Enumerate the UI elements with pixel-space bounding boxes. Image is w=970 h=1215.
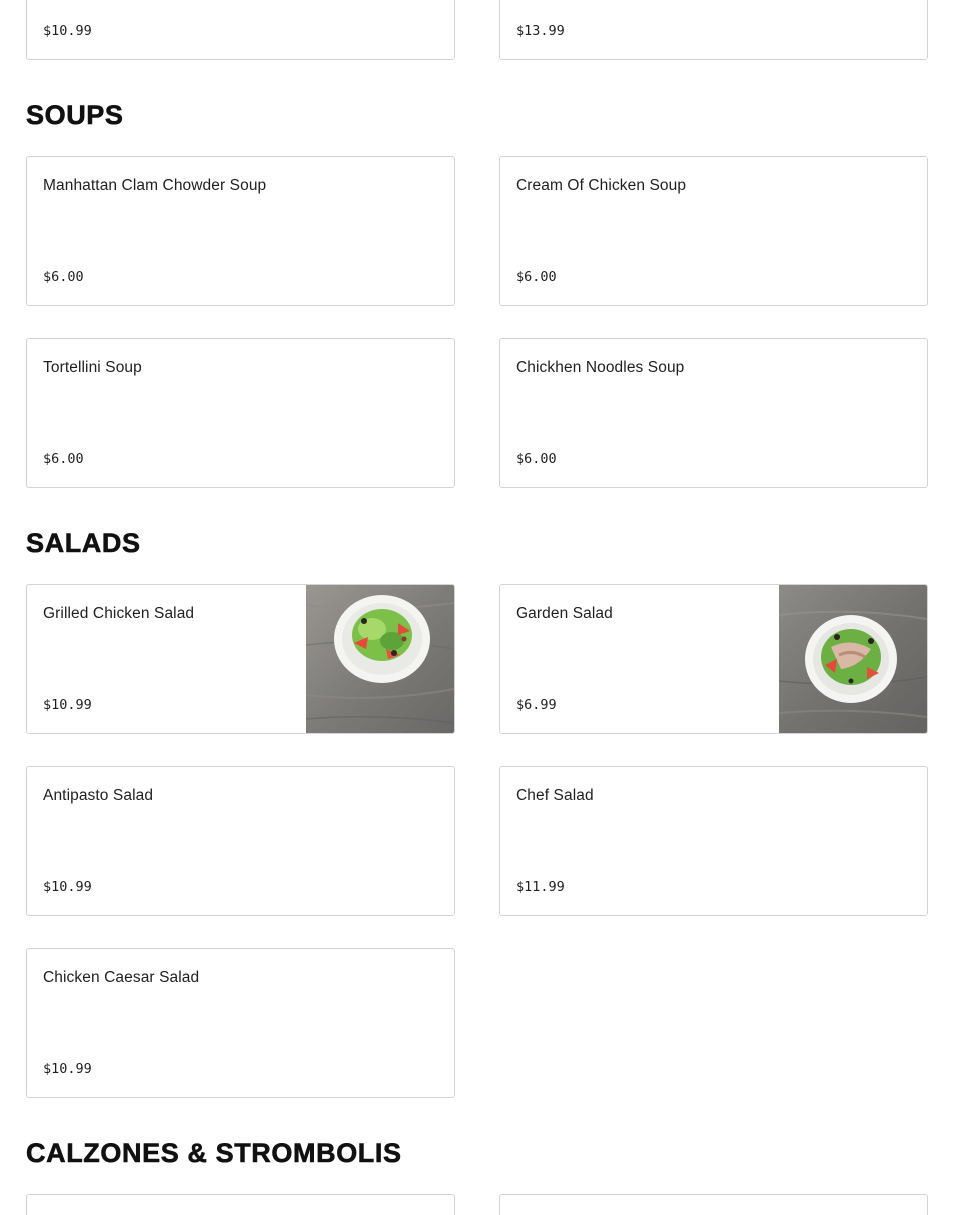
menu-item-card[interactable] [26,584,455,734]
item-price: $6.00 [516,451,557,467]
salad-photo [779,585,927,733]
item-name: Antipasto Salad [43,787,154,804]
item-price: $10.99 [43,697,92,713]
menu-item-card[interactable] [26,948,455,1098]
section-title-soups: SOUPS [26,100,124,130]
menu-item-card[interactable] [26,0,455,60]
item-price: $10.99 [43,879,92,895]
item-name: Tortellini Soup [43,359,142,376]
item-price: $6.00 [43,451,84,467]
section-title-calzones: CALZONES & STROMBOLIS [26,1138,402,1168]
menu-item-card[interactable] [499,156,928,306]
menu-item-card[interactable] [499,766,928,916]
item-price: $13.99 [516,23,565,39]
section-title-salads: SALADS [26,528,141,558]
salad-photo [306,585,454,733]
menu-item-card[interactable] [499,1194,928,1215]
menu-item-card[interactable] [26,156,455,306]
menu-item-card[interactable] [499,0,928,60]
item-name: Garden Salad [516,605,613,622]
item-price: $11.99 [516,879,565,895]
item-name: Chickhen Noodles Soup [516,359,685,376]
item-price: $6.00 [516,269,557,285]
item-name: Chef Salad [516,787,594,804]
menu-item-card[interactable] [499,338,928,488]
item-price: $6.99 [516,697,557,713]
menu-item-card[interactable] [26,338,455,488]
item-name: Cream Of Chicken Soup [516,177,687,194]
item-name: Manhattan Clam Chowder Soup [43,177,267,194]
item-price: $10.99 [43,23,92,39]
item-name: Grilled Chicken Salad [43,605,195,622]
item-price: $6.00 [43,269,84,285]
item-name: Chicken Caesar Salad [43,969,200,986]
menu-item-card[interactable] [26,766,455,916]
menu-item-card[interactable] [26,1194,455,1215]
item-price: $10.99 [43,1061,92,1077]
menu-item-card[interactable] [499,584,928,734]
